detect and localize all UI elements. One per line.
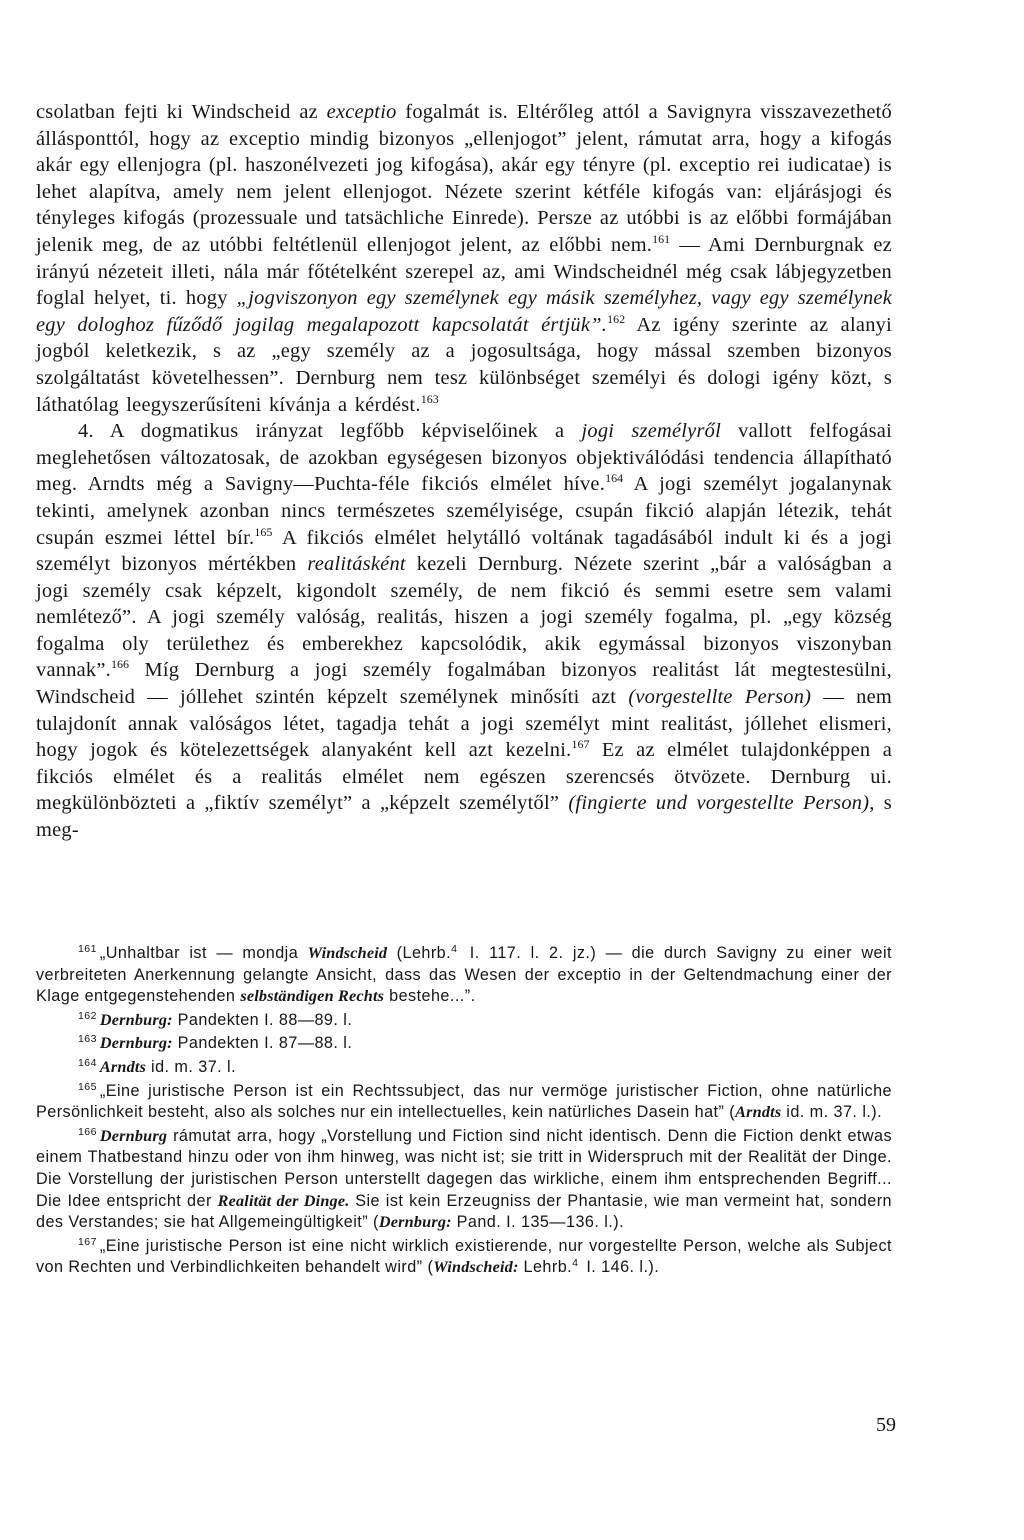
- text: „Eine juristische Person ist eine nicht wirklich existierende, nur vorgestellte Person, welche als Subject von Rechten und Verbindlichkeiten behandelt wird” (: [36, 1236, 892, 1277]
- text: rámutat arra, hogy „Vorstellung und Fiction sind nicht identisch. Denn die Fiction denkt etwas einem Thatbestand hinzu oder von ihm hinweg, was nicht ist; sie tritt in Widerspruch mit der Realität der Dinge. Die Vorstellung der juristischen Person unterstellt dagegen das wirkliche, einem ihm entsprechenden Begriff... Die Idee entspricht der: [36, 1126, 892, 1210]
- footnote-number: 165: [78, 1080, 97, 1093]
- text: A jogi személyt jogalanynak tekinti, amelynek azonban nincs természetes személyisége, csupán fikció alapján létezik, tehát csupán eszmei léttel bír.: [36, 473, 892, 549]
- main-text: [36, 99, 892, 844]
- text: Sie ist kein Erzeugniss der Phantasie, wie man vermeint hat, sondern des Verstandes; sie hat Allgemeingültigkeit” (: [36, 1191, 892, 1232]
- text: Pandekten I. 87—88. l.: [172, 1034, 353, 1053]
- footnote-161: [36, 943, 892, 1008]
- italic-text: Dernburg:: [99, 1010, 173, 1029]
- text: Ez az elmélet tulajdonképpen a fikciós elmélet és a realitás elmélet nem egészen szerencsés ötvözete. Dernburg ui. megkülönbözteti a „fiktív személyt” a „képzelt személytől”: [36, 739, 892, 815]
- italic-text: „jogviszonyon egy személynek egy másik személyhez, vagy egy személynek egy dologhoz fűződő jogilag megalapozott kapcsolatát értjük”.: [36, 287, 892, 336]
- italic-text: (fingierte und vorgestellte Person),: [568, 792, 875, 815]
- footnote-ref-164[interactable]: 164: [605, 471, 624, 486]
- superscript: 4: [451, 943, 458, 955]
- text: I. 117. l. 2. jz.) — die durch Savigny zu einer weit verbreiteten Anerkennung gelangte Ansicht, dass das Wesen der exceptio in der Geltendmachung einer der Klage entgegenstehenden: [36, 944, 892, 1006]
- text: „Unhaltbar ist — mondja: [99, 944, 308, 962]
- italic-text: Windscheid: [307, 944, 388, 962]
- footnote-number: 161: [78, 943, 97, 955]
- text: (Lehrb.: [387, 944, 452, 962]
- text: kezeli Dernburg. Nézete szerint „bár a valóságban a jogi személy csak képzelt, kigondolt személy, de nem fikció és semmi esetre sem valami nemlétező”. A jogi személy valóság, realitás, hiszen a jogi személy fogalma, pl. „egy község fogalma oly területhez és emberekhez kapcsolódik, akik egymással bizonyos viszonyban vannak”.: [36, 553, 892, 682]
- footnote-165: [36, 1081, 892, 1124]
- footnote-ref-167[interactable]: 167: [571, 737, 590, 752]
- italic-text: Realität der Dinge.: [217, 1191, 350, 1210]
- footnote-ref-162[interactable]: 162: [607, 311, 626, 326]
- text: vallott felfogásai meglehetősen változatosak, de azokban egységesen bizonyos objektiválódási tendencia állapítható meg. Arndts még a Savigny—Puchta-féle fikciós elmélet híve.: [36, 420, 893, 496]
- footnote-number: 163: [78, 1033, 97, 1046]
- superscript: 4: [572, 1257, 579, 1270]
- text: I. 146. l.).: [581, 1258, 660, 1277]
- italic-text: Arndts: [735, 1103, 782, 1122]
- italic-text: jogi személyről: [581, 420, 722, 443]
- italic-text: Windscheid:: [433, 1258, 519, 1277]
- footnote-number: 166: [78, 1125, 97, 1138]
- italic-text: Arndts: [99, 1057, 147, 1076]
- text: Míg Dernburg a jogi személy fogalmában bizonyos realitást lát megtestesülni, Windscheid — jóllehet szintén képzelt személynek minősíti azt: [36, 659, 892, 709]
- footnote-ref-165[interactable]: 165: [254, 524, 273, 539]
- text: Pand. I. 135—136. l.).: [451, 1213, 625, 1232]
- footnote-number: 164: [78, 1056, 97, 1069]
- text: id. m. 37. l.).: [781, 1103, 883, 1122]
- footnote-166: [36, 1126, 892, 1234]
- italic-text: exceptio: [326, 101, 397, 123]
- footnote-163: [36, 1033, 892, 1055]
- paragraph-1: [36, 99, 892, 418]
- footnote-164: [36, 1057, 892, 1079]
- footnote-167: [36, 1236, 892, 1279]
- italic-text: realitásként: [307, 553, 406, 576]
- text: csolatban fejti ki Windscheid az: [36, 101, 327, 123]
- footnote-162: [36, 1010, 892, 1032]
- text: 4. A dogmatikus irányzat legfőbb képviselőinek a: [78, 420, 582, 443]
- text: Pandekten I. 88—89. l.: [172, 1010, 353, 1029]
- text: fogalmát is. Eltérőleg attól a Savignyra visszavezethető állásponttól, hogy az exceptio mindig bizonyos „ellenjogot” jelent, rámutat arra, hogy a kifogás akár egy ellenjogra (pl. haszonélvezeti jog kifogása), akár egy tényre (pl. exceptio rei iudicatae) is lehet alapítva, amely nem jelent ellenjogot. Nézete szerint kétféle kifogás van: eljárásjogi és tényleges kifogás (prozessuale und tatsächliche Einrede). Persze az utóbbi is az előbbi formájában jelenik meg, de az utóbbi feltétlenül ellenjogot jelent, az előbbi nem.: [36, 101, 892, 256]
- paragraph-2: [36, 418, 892, 844]
- text: id. m. 37. l.: [146, 1057, 237, 1076]
- italic-text: Dernburg: [99, 1126, 168, 1145]
- text: Az igény szerinte az alanyi jogból keletkezik, s az „egy személy az a jogosultsága, hogy mással szemben bizonyos szolgáltatást követelhessen”. Dernburg nem tesz különbséget személyi és dologi igény közt, s láthatólag leegyszerűsíteni kívánja a kérdést.: [36, 313, 893, 416]
- italic-text: selbständigen Rechts: [240, 987, 385, 1006]
- italic-text: (vorgestellte Person): [628, 686, 812, 709]
- footnote-ref-163[interactable]: 163: [420, 391, 439, 406]
- text: Lehrb.: [518, 1258, 573, 1277]
- text: — Ami Dernburgnak ez irányú nézeteit illeti, nála már főtételként szerepel az, ami Windscheidnél még csak lábjegyzetben foglal helyet, ti. hogy: [36, 233, 892, 310]
- footnote-number: 162: [78, 1009, 97, 1022]
- text: „Eine juristische Person ist ein Rechtssubject, das nur vermöge juristischer Fiction, ohne natürliche Persönlichkeit besteht, also als solches nur ein intellectuelles, kein natürliches Dasein hat” (: [36, 1081, 892, 1122]
- footnotes: [36, 943, 892, 1281]
- italic-text: Dernburg:: [378, 1213, 452, 1232]
- text: A fikciós elmélet helytálló voltának tagadásából indult ki és a jogi személyt bizonyos mértékben: [36, 526, 892, 576]
- text: bestehe...”.: [384, 987, 476, 1006]
- text: s meg-: [36, 792, 892, 842]
- italic-text: Dernburg:: [99, 1034, 173, 1053]
- footnote-ref-166[interactable]: 166: [111, 657, 130, 672]
- footnote-ref-161[interactable]: 161: [652, 231, 671, 246]
- page-number: 59: [876, 1414, 896, 1436]
- footnote-number: 167: [78, 1235, 97, 1248]
- text: — nem tulajdonít annak valóságos létet, tagadja tehát a jogi személyt mint realitást, jóllehet elismeri, hogy jogok és kötelezettségek alanyaként kell azt kezelni.: [36, 686, 893, 762]
